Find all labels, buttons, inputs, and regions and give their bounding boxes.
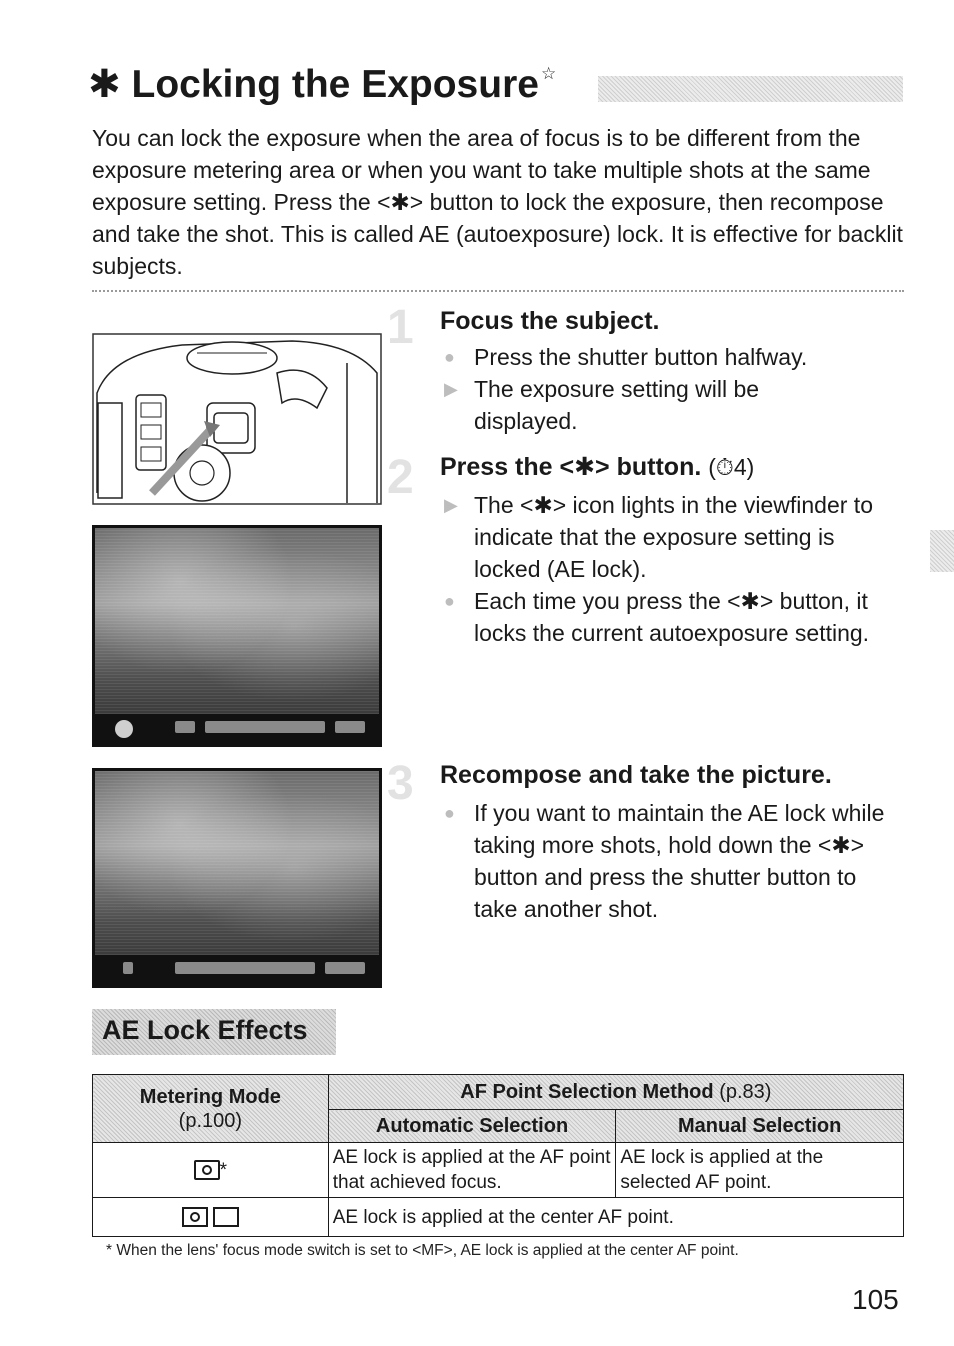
- bullet-text: Each time you press the <✱> button, it locks the current autoexposure setting.: [474, 588, 870, 646]
- list-item: [444, 489, 904, 585]
- list-item: [444, 797, 904, 925]
- metering-mode-cell: [93, 1198, 329, 1237]
- ae-lock-effects-table: [92, 1074, 904, 1237]
- page-reference: (⏱4): [708, 454, 755, 480]
- table-cell: AE lock is applied at the selected AF point.: [616, 1143, 904, 1198]
- list-item: [444, 373, 804, 437]
- metering-mode-cell: [93, 1143, 329, 1198]
- partial-metering-icon: [182, 1207, 208, 1227]
- bullet-dot-icon: ●: [444, 591, 455, 611]
- table-row: [93, 1143, 904, 1198]
- viewfinder-info-strip: [95, 714, 379, 744]
- section-heading-text: AE Lock Effects: [102, 1015, 308, 1045]
- viewfinder-image-1: [92, 525, 382, 747]
- table-cell: AE lock is applied at the AF point that achieved focus.: [328, 1143, 616, 1198]
- viewfinder-image-2: [92, 768, 382, 988]
- page-reference: (p.83): [719, 1080, 772, 1103]
- section-divider: [92, 290, 904, 292]
- bullet-text: The exposure setting will be displayed.: [474, 376, 760, 434]
- center-weighted-metering-icon: [213, 1207, 239, 1227]
- step-heading-text: Press the <✱> button.: [440, 453, 702, 481]
- camera-illustration: [92, 333, 382, 505]
- bullet-text: Press the shutter button halfway.: [474, 344, 808, 370]
- column-header-metering-mode: [93, 1075, 329, 1143]
- bullet-arrow-icon: ▶: [444, 495, 458, 515]
- step-heading: [440, 452, 754, 482]
- column-header-automatic: Automatic Selection: [328, 1110, 616, 1143]
- table-cell: AE lock is applied at the center AF point.: [328, 1198, 903, 1237]
- bullet-text: If you want to maintain the AE lock while taking more shots, hold down the <✱> button and press the shutter button to take another shot.: [474, 800, 885, 922]
- step-heading: Recompose and take the picture.: [440, 761, 832, 789]
- step-heading: Focus the subject.: [440, 307, 660, 335]
- step-number: 2: [387, 451, 414, 504]
- viewfinder-info-strip: [95, 955, 379, 985]
- title-decorative-bar: [598, 76, 903, 102]
- table-row: [93, 1198, 904, 1237]
- step-number: 1: [387, 301, 414, 354]
- table-header-row: [93, 1075, 904, 1110]
- page-reference: (p.100): [178, 1109, 243, 1132]
- page-number: 105: [852, 1284, 899, 1315]
- footnote: * When the lens' focus mode switch is set to <MF>, AE lock is applied at the center AF point.: [106, 1242, 739, 1259]
- list-item: [444, 585, 904, 649]
- section-heading: [92, 1009, 336, 1055]
- chapter-tab: [930, 530, 954, 572]
- column-header-af-method: [328, 1075, 903, 1110]
- footnote-marker: *: [219, 1159, 228, 1181]
- page-title: [88, 62, 556, 107]
- column-header-text: AF Point Selection Method: [460, 1080, 714, 1103]
- step-number: 3: [387, 757, 414, 810]
- list-item: [444, 341, 904, 373]
- creative-zone-star-icon: ☆: [540, 64, 557, 83]
- page-title-text: Locking the Exposure: [131, 63, 539, 106]
- bullet-arrow-icon: ▶: [444, 379, 458, 399]
- intro-paragraph: You can lock the exposure when the area of focus is to be different from the exposure metering area or when you want to take multiple shots at the same exposure setting. Press the <✱> button to lock the exposure, then recompose and take the shot. This is called AE (autoexposure) lock. It is effective for backlit subjects.: [92, 125, 903, 279]
- ae-lock-asterisk-icon: ✱: [88, 63, 121, 106]
- bullet-dot-icon: ●: [444, 347, 455, 367]
- evaluative-metering-icon: [194, 1160, 220, 1180]
- column-header-text: Metering Mode: [139, 1085, 281, 1108]
- bullet-dot-icon: ●: [444, 803, 455, 823]
- column-header-manual: Manual Selection: [616, 1110, 904, 1143]
- bullet-text: The <✱> icon lights in the viewfinder to indicate that the exposure setting is locked (AE lock).: [474, 492, 873, 582]
